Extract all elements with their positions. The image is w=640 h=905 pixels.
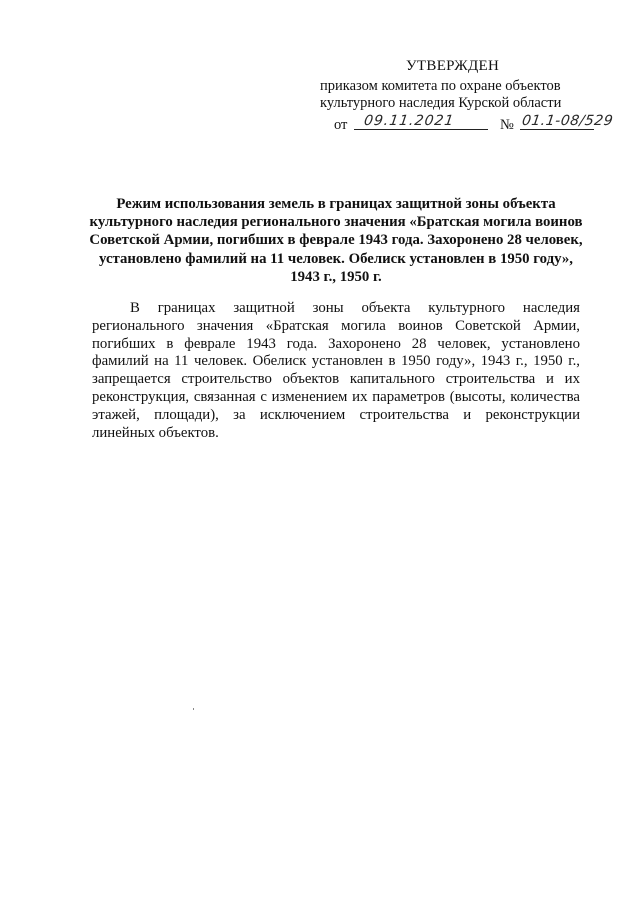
date-prefix: от: [334, 117, 348, 133]
approval-line-1: приказом комитета по охране объектов: [320, 78, 561, 94]
document-body-paragraph: В границах защитной зоны объекта культурного наследия регионального значения «Братская могила воинов Советской Армии, погибших в феврале 1943 года. Захоронено 28 человек, установлено фамилий на 11 человек. Обелиск установлен в 1950 году», 1943 г., 1950 г., запрещается строительство объектов капитального строительства и их реконструкция, связанная с изменением их параметров (высоты, количества этажей, площади), за исключением строительства и реконструкции линейных объектов.: [92, 300, 580, 441]
approval-title: УТВЕРЖДЕН: [406, 58, 500, 74]
approval-stamp: [318, 58, 615, 134]
approval-date-number-line: [334, 113, 615, 134]
number-prefix: №: [500, 117, 514, 133]
approval-line-2: культурного наследия Курской области: [320, 95, 562, 111]
handwritten-date: 09.11.2021: [362, 113, 456, 129]
document-title: Режим использования земель в границах защитной зоны объекта культурного наследия регионального значения «Братская могила воинов Советской Армии, погибших в феврале 1943 года. Захоронено 28 человек, установлено фамилий на 11 человек. Обелиск установлен в 1950 году», 1943 г., 1950 г.: [89, 196, 583, 285]
scan-speck: [193, 708, 194, 710]
handwritten-number: 01.1-08/529: [520, 113, 615, 129]
